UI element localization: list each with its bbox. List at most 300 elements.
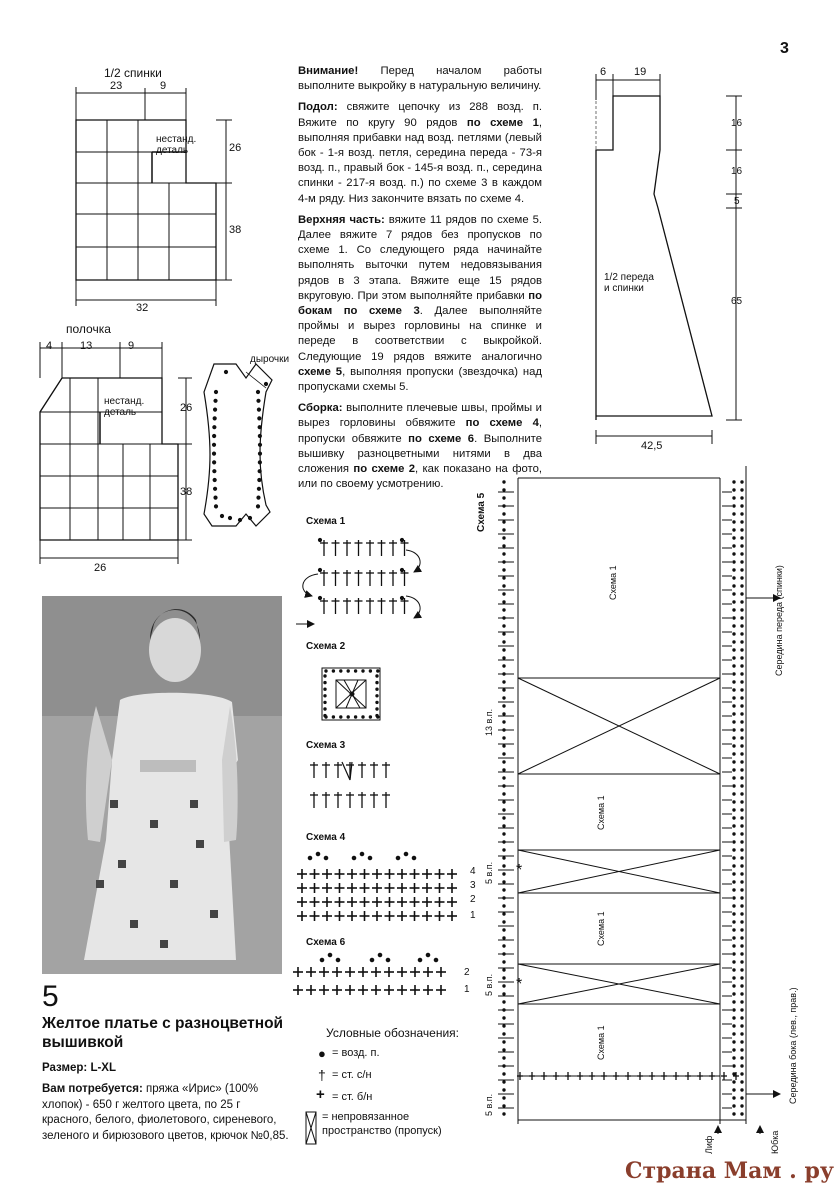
edge-dot [503,697,505,699]
chain-dot [369,716,371,718]
scheme2-title: Схема 2 [306,641,346,652]
edge-dot [741,1113,743,1115]
edge-dot [741,913,743,915]
edge-dot [733,1033,735,1035]
chain-dot [377,670,379,672]
edge-dot [741,505,743,507]
edge-dot [503,1097,505,1099]
front-dim-top-1: 4 [46,340,53,352]
picot-dot [418,958,422,962]
edge-dot [741,817,743,819]
edge-dot [503,681,505,683]
edge-dot [733,777,735,779]
edge-dot [733,1041,735,1043]
eyelet-dot [212,443,215,446]
eyelet-dot [213,461,216,464]
edge-dot [741,513,743,515]
edge-dot [733,585,735,587]
edge-dot [741,521,743,523]
watermark: Страна Мам . ру [625,1158,834,1184]
sc-symbol: + [316,1086,325,1103]
top-bold-1: по бокам по схеме 3 [298,289,542,318]
edge-dot [733,769,735,771]
assembly-bold-1: по схеме 4 [465,417,539,430]
edge-dot [733,873,735,875]
edge-dot [741,801,743,803]
edge-dot [733,761,735,763]
edge-dot [503,753,505,755]
edge-dot [733,785,735,787]
center-side-label: Середина бока (лев., прав.) [788,987,798,1104]
edge-dot [503,833,505,835]
legend-sc: = ст. б/н [332,1091,373,1103]
edge-dot [733,1065,735,1067]
edge-dot [741,777,743,779]
edge-dot [733,745,735,747]
edge-dot [733,817,735,819]
front-dim-top-2: 13 [80,340,93,352]
edge-dot [503,593,505,595]
eyelet-dot [257,408,260,411]
edge-dot [503,801,505,803]
edge-dot [503,737,505,739]
edge-dot [741,489,743,491]
skip-star-2: * [516,976,523,993]
edge-dot [741,641,743,643]
edge-dot [503,1001,505,1003]
edge-dot [741,1041,743,1043]
edge-dot [741,753,743,755]
eyelet-dot [213,487,216,490]
edge-dot [741,529,743,531]
edge-dot [733,569,735,571]
edge-dot [733,985,735,987]
edge-dot [741,569,743,571]
skip-symbol [306,1112,316,1144]
edge-dot [503,609,505,611]
eyelet-dot [256,505,259,508]
bodice-label: Лиф [704,1135,714,1154]
scheme4-row-3: 3 [470,880,476,891]
edge-dot [503,1113,505,1115]
hem-label: Подол: [298,101,338,114]
eyelet-dot [257,496,260,499]
eyelet-dot [248,516,251,519]
edge-dot [503,1081,505,1083]
edge-dot [741,969,743,971]
chain-dot [400,596,403,599]
edge-dot [503,1057,505,1059]
edge-dot [503,713,505,715]
edge-dot [503,553,505,555]
edge-dot [503,1089,505,1091]
body-pattern [596,74,742,444]
model-size [42,1062,116,1074]
eyelet-dot [258,470,261,473]
edge-dot [741,729,743,731]
edge-dot [741,1105,743,1107]
edge-dot [503,601,505,603]
chain-dot [347,670,349,672]
assembly-bold-3: по схеме 2 [353,463,415,476]
chain-dot [376,695,378,697]
edge-dot [503,873,505,875]
edge-dot [733,801,735,803]
edge-dot [503,513,505,515]
edge-dot [733,561,735,563]
edge-dot [733,737,735,739]
chain-dot [318,596,321,599]
attention-paragraph [298,64,542,94]
size-label: Размер: [42,1062,88,1074]
edge-dot [741,977,743,979]
edge-dot [503,1073,505,1075]
assembly-label: Сборка: [298,402,343,415]
pattern-dim-bottom: 42,5 [641,440,663,452]
eyelet-dot [224,370,227,373]
picot-dot [336,958,340,962]
edge-dot [503,913,505,915]
back-dim-side-bottom: 38 [229,224,242,236]
rows-13-label: 13 в.п. [484,708,494,736]
edge-dot [503,689,505,691]
edge-dot [741,929,743,931]
edge-dot [503,1105,505,1107]
edge-dot [741,889,743,891]
edge-dot [741,1097,743,1099]
edge-dot [503,969,505,971]
scheme6-row-2: 2 [464,967,470,978]
edge-dot [503,929,505,931]
edge-dot [741,905,743,907]
edge-dot [741,1001,743,1003]
size-value: L-XL [87,1062,116,1074]
edge-dot [741,609,743,611]
instructions-text [298,64,542,498]
chain-dot [376,681,378,683]
edge-dot [503,937,505,939]
edge-dot [733,993,735,995]
pattern-dim-side-1: 16 [731,118,743,129]
eyelet-dot [213,478,216,481]
picot-dot [352,856,356,860]
edge-dot [733,481,735,483]
edge-dot [733,1017,735,1019]
edge-dot [741,745,743,747]
edge-dot [741,561,743,563]
edge-dot [733,833,735,835]
eyelet-dot [213,426,216,429]
assembly-text-1: выполните плечевые швы, проймы и вырез горловины обвяжите [298,402,542,430]
eyelet-dot [238,518,241,521]
edge-dot [733,729,735,731]
edge-dot [733,593,735,595]
edge-dot [503,977,505,979]
hem-bold-1: по схеме 1 [466,116,539,129]
edge-dot [741,833,743,835]
chain-dot [324,695,326,697]
edge-dot [733,905,735,907]
edge-dot [733,673,735,675]
edge-dot [741,937,743,939]
edge-dot [741,1025,743,1027]
edge-dot [741,545,743,547]
edge-dot [741,1057,743,1059]
chain-dot [324,708,326,710]
edge-dot [503,889,505,891]
eyelet-label: дырочки [250,354,290,365]
edge-dot [733,513,735,515]
assembly-text-3: . Выполните вышивку разноцветными нитями в два сложения [298,432,542,476]
edge-dot [741,481,743,483]
edge-dot [733,1105,735,1107]
edge-dot [741,577,743,579]
attention-text: Перед началом работы выполните выкройку в натуральную величину. [298,65,542,93]
front-dim-top-3: 9 [128,340,135,352]
edge-dot [741,713,743,715]
chain-dot [318,568,321,571]
edge-dot [733,617,735,619]
edge-dot [503,625,505,627]
chain-dot [376,701,378,703]
front-dim-side-top: 26 [180,402,193,414]
edge-dot [503,817,505,819]
edge-dot [741,649,743,651]
photo-figure [42,596,282,974]
edge-dot [503,1017,505,1019]
edge-dot [741,1081,743,1083]
edge-dot [741,1089,743,1091]
picot-dot [316,852,320,856]
dc-symbol: † [318,1067,326,1083]
edge-dot [741,1017,743,1019]
skirt-label: Юбка [770,1130,780,1154]
edge-dot [741,553,743,555]
edge-dot [741,657,743,659]
edge-dot [503,1033,505,1035]
skip-star-1: * [516,862,523,879]
edge-dot [503,633,505,635]
edge-dot [733,921,735,923]
edge-dot [741,633,743,635]
edge-dot [733,1001,735,1003]
picot-dot [386,958,390,962]
picot-dot [324,856,328,860]
scheme6-row-1: 1 [464,984,470,995]
assembly-paragraph [298,401,542,492]
model-title: Желтое платье с разноцветной вышивкой [42,1015,284,1051]
eyelet-dot [258,478,261,481]
scheme4-title: Схема 4 [306,832,346,843]
back-diagram [76,87,232,306]
edge-dot [741,953,743,955]
edge-dot [733,489,735,491]
center-front-label: Середина переда (спинки) [774,565,784,676]
picot-dot [378,953,382,957]
assembly-text-4: , как показано на фото, или по своему усмотрению. [298,463,542,491]
edge-dot [741,737,743,739]
hem-paragraph [298,100,542,206]
edge-dot [741,665,743,667]
edge-dot [503,641,505,643]
eyelet-dot [258,434,261,437]
edge-dot [503,881,505,883]
edge-dot [503,577,505,579]
edge-dot [741,985,743,987]
edge-dot [503,985,505,987]
edge-dot [503,1025,505,1027]
eyelet-dot [213,470,216,473]
edge-dot [733,793,735,795]
scheme6-title: Схема 6 [306,937,346,948]
scheme4-row-1: 1 [470,910,476,921]
assembly-text-2: , пропуски обвяжите [298,417,542,445]
eyelet-dot [258,443,261,446]
eyelet-dot [258,426,261,429]
back-title: 1/2 спинки [104,66,162,80]
chain-dot [376,688,378,690]
picot-dot [396,856,400,860]
picot-dot [368,856,372,860]
edge-dot [733,1089,735,1091]
picot-dot [404,852,408,856]
picot-dot [434,958,438,962]
page-number: 3 [780,40,789,57]
eyelet-dot [258,417,261,420]
front-dim-side-bottom: 38 [180,486,193,498]
pattern-dim-top-2: 19 [634,66,647,78]
edge-dot [733,1073,735,1075]
edge-dot [733,1049,735,1051]
edge-dot [733,889,735,891]
eyelet-dot [258,452,261,455]
rows-5b-label: 5 в.п. [484,973,494,996]
edge-dot [733,649,735,651]
edge-dot [741,673,743,675]
rows-5c-label: 5 в.п. [484,1093,494,1116]
edge-dot [503,961,505,963]
chain-dot [324,681,326,683]
edge-dot [733,689,735,691]
edge-dot [741,689,743,691]
chain-dot [318,538,321,541]
edge-dot [733,553,735,555]
legend-dc: = ст. с/н [332,1069,372,1081]
edge-dot [741,585,743,587]
edge-dot [733,537,735,539]
edge-dot [741,897,743,899]
front-note: нестанд. деталь [104,396,145,418]
assembly-bold-2: по схеме 6 [408,432,475,445]
edge-dot [503,649,505,651]
eyelet-dot [214,505,217,508]
hem-text-2: , выполняя прибавки над возд. петлями (левый бок - 1-я возд. петля, середина переда - 73-я возд. п., правый бок - 145-я возд. п., середина спинки - 217-я возд. п.) по схеме 3 в каждом 4-м ряду. Низ закончите вязать по схеме 4. [298,116,543,205]
chain-dot [376,708,378,710]
edge-dot [733,545,735,547]
edge-dot [741,1009,743,1011]
edge-dot [733,601,735,603]
chain-dot [362,670,364,672]
edge-dot [733,1009,735,1011]
edge-dot [741,873,743,875]
edge-dot [733,929,735,931]
back-dim-side-top: 26 [229,142,242,154]
edge-dot [733,1057,735,1059]
chain-dot [354,670,356,672]
edge-dot [741,625,743,627]
edge-dot [733,961,735,963]
edge-dot [733,913,735,915]
picot-dot [412,856,416,860]
eyelet-dot [213,408,216,411]
scheme3-title: Схема 3 [306,740,346,751]
edge-dot [503,721,505,723]
edge-dot [741,849,743,851]
edge-dot [741,961,743,963]
edge-dot [503,537,505,539]
edge-dot [503,761,505,763]
center-dot [350,692,354,696]
edge-dot [741,785,743,787]
edge-dot [733,641,735,643]
chain-dot [347,716,349,718]
chain-dot [324,688,326,690]
edge-dot [733,809,735,811]
eyelet-dot [213,417,216,420]
edge-dot [503,793,505,795]
chain-dot [325,670,327,672]
edge-dot [741,825,743,827]
back-dim-bottom: 32 [136,302,149,314]
edge-dot [733,881,735,883]
chain-dot [340,716,342,718]
eyelet-dot [220,514,223,517]
model-number: 5 [42,980,59,1013]
edge-dot [741,497,743,499]
edge-dot [503,545,505,547]
edge-dot [741,865,743,867]
materials-text: пряжа «Ирис» (100% хлопок) - 650 г желтого цвета, по 25 г красного, белого, фиолетового, сиреневого, зеленого и бирюзового цветов, крючок №0,85. [42,1083,289,1142]
edge-dot [733,681,735,683]
edge-dot [733,1113,735,1115]
front-diagram [40,342,192,564]
chain-dot [376,714,378,716]
front-title: полочка [66,322,111,336]
front-dim-bottom: 26 [94,562,107,574]
edge-dot [503,745,505,747]
eyelet-dot [213,434,216,437]
edge-dot [733,609,735,611]
eyelet-dot [257,487,260,490]
edge-dot [741,881,743,883]
chain-dot [354,716,356,718]
picot-dot [360,852,364,856]
edge-dot [733,697,735,699]
edge-dot [503,945,505,947]
chain-dot [400,538,403,541]
eyelet-dot [264,382,267,385]
edge-dot [733,857,735,859]
edge-dot [733,521,735,523]
legend-skip: = непровязанное пространство (пропуск) [322,1111,442,1137]
edge-dot [733,849,735,851]
chain-dot [324,714,326,716]
edge-dot [503,657,505,659]
edge-dot [503,825,505,827]
chain-dot [324,701,326,703]
materials-label: Вам потребуется: [42,1083,143,1095]
edge-dot [741,809,743,811]
